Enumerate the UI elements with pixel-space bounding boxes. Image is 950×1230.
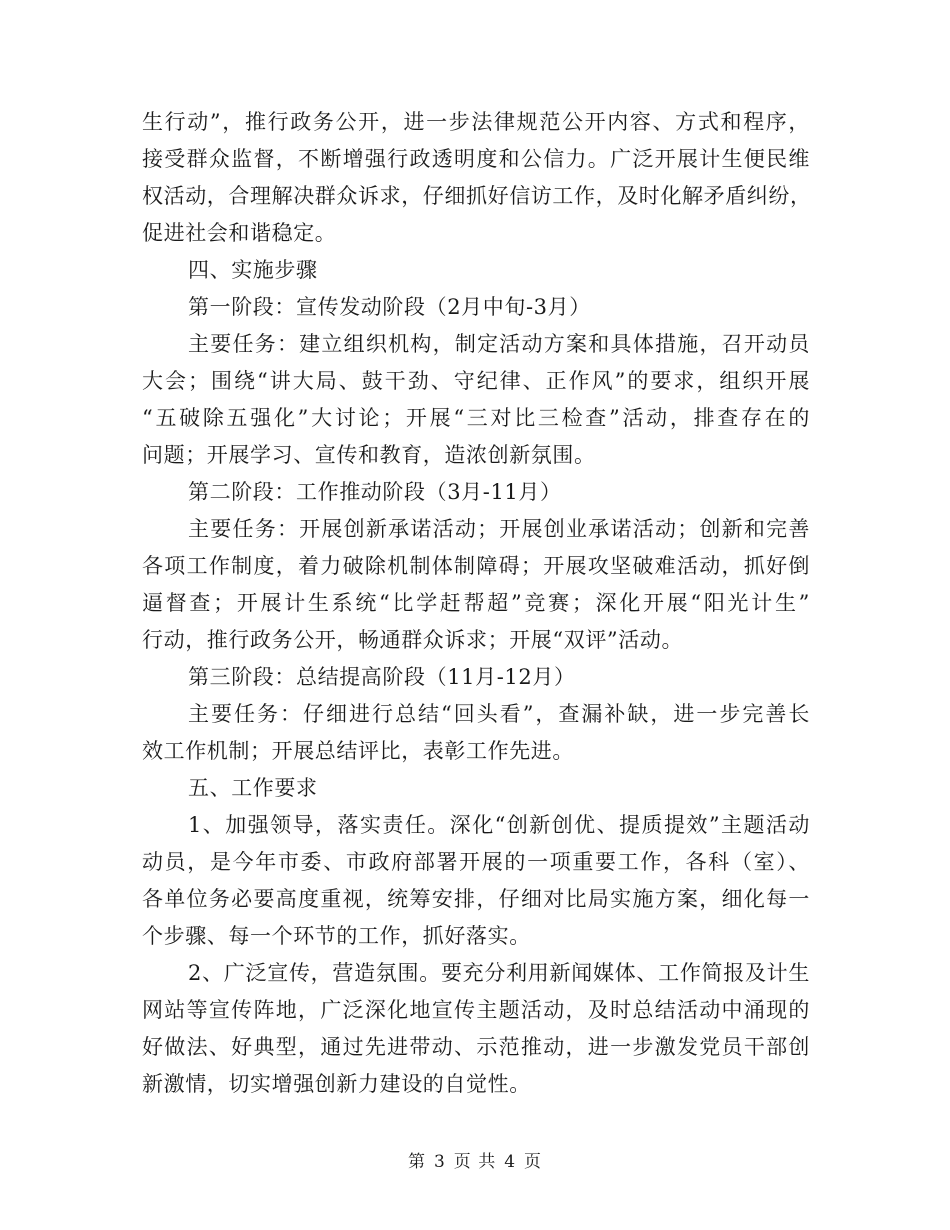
text-line: 四、实施步骤 — [188, 258, 318, 282]
text-line: 权活动，合理解决群众诉求，仔细抓好信访工作，及时化解矛盾纠纷， — [142, 184, 812, 208]
footer-current-page: 3 — [433, 1152, 446, 1172]
footer-middle: 页 共 — [453, 1152, 497, 1172]
page-footer — [0, 1150, 950, 1174]
text-line: 问题；开展学习、宣传和教育，造浓创新氛围。 — [142, 443, 596, 467]
text-line: 主要任务：建立组织机构，制定活动方案和具体措施，召开动员 — [188, 332, 810, 356]
text-line: 动员，是今年市委、市政府部署开展的一项重要工作，各科（室）、 — [142, 850, 810, 874]
text-line: 各单位务必要高度重视，统筹安排，仔细对比局实施方案，细化每一 — [142, 887, 810, 911]
text-line: 网站等宣传阵地，广泛深化地宣传主题活动，及时总结活动中涌现的 — [142, 998, 810, 1022]
text-line: 2、广泛宣传，营造氛围。要充分利用新闻媒体、工作简报及计生 — [188, 961, 810, 985]
text-line: 各项工作制度，着力破除机制体制障碍；开展攻坚破难活动，抓好倒 — [142, 554, 810, 578]
text-line: 好做法、好典型，通过先进带动、示范推动，进一步激发党员干部创 — [142, 1035, 810, 1059]
text-line: 逼督查；开展计生系统“比学赶帮超”竞赛；深化开展“阳光计生” — [142, 591, 810, 615]
text-line: 促进社会和谐稳定。 — [142, 221, 337, 245]
document-body — [142, 104, 810, 1103]
text-line: 第一阶段：宣传发动阶段（2月中旬-3月） — [188, 295, 591, 319]
text-line: 大会；围绕“讲大局、鼓干劲、守纪律、正作风”的要求，组织开展 — [142, 369, 810, 393]
text-line: 1、加强领导，落实责任。深化“创新创优、提质提效”主题活动 — [188, 813, 810, 837]
text-line: 生行动”，推行政务公开，进一步法律规范公开内容、方式和程序， — [142, 110, 810, 134]
text-line: 效工作机制；开展总结评比，表彰工作先进。 — [142, 739, 574, 763]
footer-prefix: 第 — [407, 1152, 426, 1172]
text-line: 五、工作要求 — [188, 776, 318, 800]
text-line: 主要任务：开展创新承诺活动；开展创业承诺活动；创新和完善 — [188, 517, 810, 541]
footer-total-pages: 4 — [504, 1152, 517, 1172]
text-line: 个步骤、每一个环节的工作，抓好落实。 — [142, 924, 531, 948]
text-line: 第三阶段：总结提高阶段（11月-12月） — [188, 665, 576, 689]
text-line: 主要任务：仔细进行总结“回头看”，查漏补缺，进一步完善长 — [188, 702, 810, 726]
text-line: 新激情，切实增强创新力建设的自觉性。 — [142, 1072, 531, 1096]
footer-suffix: 页 — [524, 1152, 543, 1172]
text-line: 第二阶段：工作推动阶段（3月-11月） — [188, 480, 562, 504]
text-line: “五破除五强化”大讨论；开展“三对比三检查”活动，排查存在的 — [142, 406, 810, 430]
text-line: 接受群众监督，不断增强行政透明度和公信力。广泛开展计生便民维 — [142, 147, 810, 171]
text-line: 行动，推行政务公开，畅通群众诉求；开展“双评”活动。 — [142, 628, 684, 652]
